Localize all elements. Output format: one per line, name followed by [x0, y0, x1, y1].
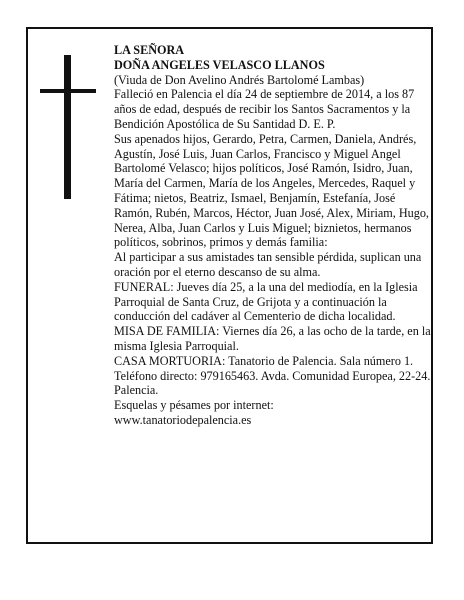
- death-notice: Falleció en Palencia el día 24 de septiembre de 2014, a los 87 años de edad, después de recibir los Santos Sacramentos y la Bendición Apostólica de Su Santidad D. E. P.: [114, 87, 415, 131]
- family-list: Sus apenados hijos, Gerardo, Petra, Carmen, Daniela, Andrés, Agustín, José Luis, Juan Carlos, Francisco y Miguel Angel Bartolomé Velasco; hijos políticos, José Ramón, Isidro, Juan, María del Carmen, María de los Angeles, Mercedes, Raquel y Fátima; nietos, Beatriz, Ismael, Benjamín, Estefanía, José Ramón, Rubén, Marcos, Héctor, Juan José, Alex, Miriam, Hugo, Nerea, Alba, Juan Carlos y Luis Miguel; biznietos, hermanos políticos, sobrinos, primos y demás familia:: [114, 131, 429, 250]
- funeral-home-info: CASA MORTUORIA: Tanatorio de Palencia. Sala número 1. Teléfono directo: 979165463. Avda. Comunidad Europea, 22-24. Palencia.: [114, 353, 431, 398]
- obituary-text: [114, 43, 432, 428]
- internet-condolences-label: Esquelas y pésames por internet:: [114, 398, 274, 413]
- family-mass-info: MISA DE FAMILIA: Viernes día 26, a las ocho de la tarde, en la misma Iglesia Parroquial.: [114, 324, 431, 353]
- cross-vertical-bar: [64, 55, 71, 199]
- header-title: LA SEÑORA: [114, 43, 185, 57]
- deceased-name: DOÑA ANGELES VELASCO LLANOS: [114, 57, 325, 72]
- cross-icon: [40, 55, 96, 199]
- funeral-info: FUNERAL: Jueves día 25, a la una del mediodía, en la Iglesia Parroquial de Santa Cruz, de Grijota y a continuación la conducción del cadáver al Cementerio de dicha localidad.: [114, 279, 418, 324]
- widow-note: (Viuda de Don Avelino Andrés Bartolomé Lambas): [114, 72, 365, 87]
- prayer-request: Al participar a sus amistades tan sensible pérdida, suplican una oración por el eterno descanso de su alma.: [114, 250, 422, 279]
- obituary-frame: [26, 27, 433, 544]
- cross-horizontal-bar: [40, 89, 96, 93]
- website-link[interactable]: www.tanatoriodepalencia.es: [114, 412, 252, 427]
